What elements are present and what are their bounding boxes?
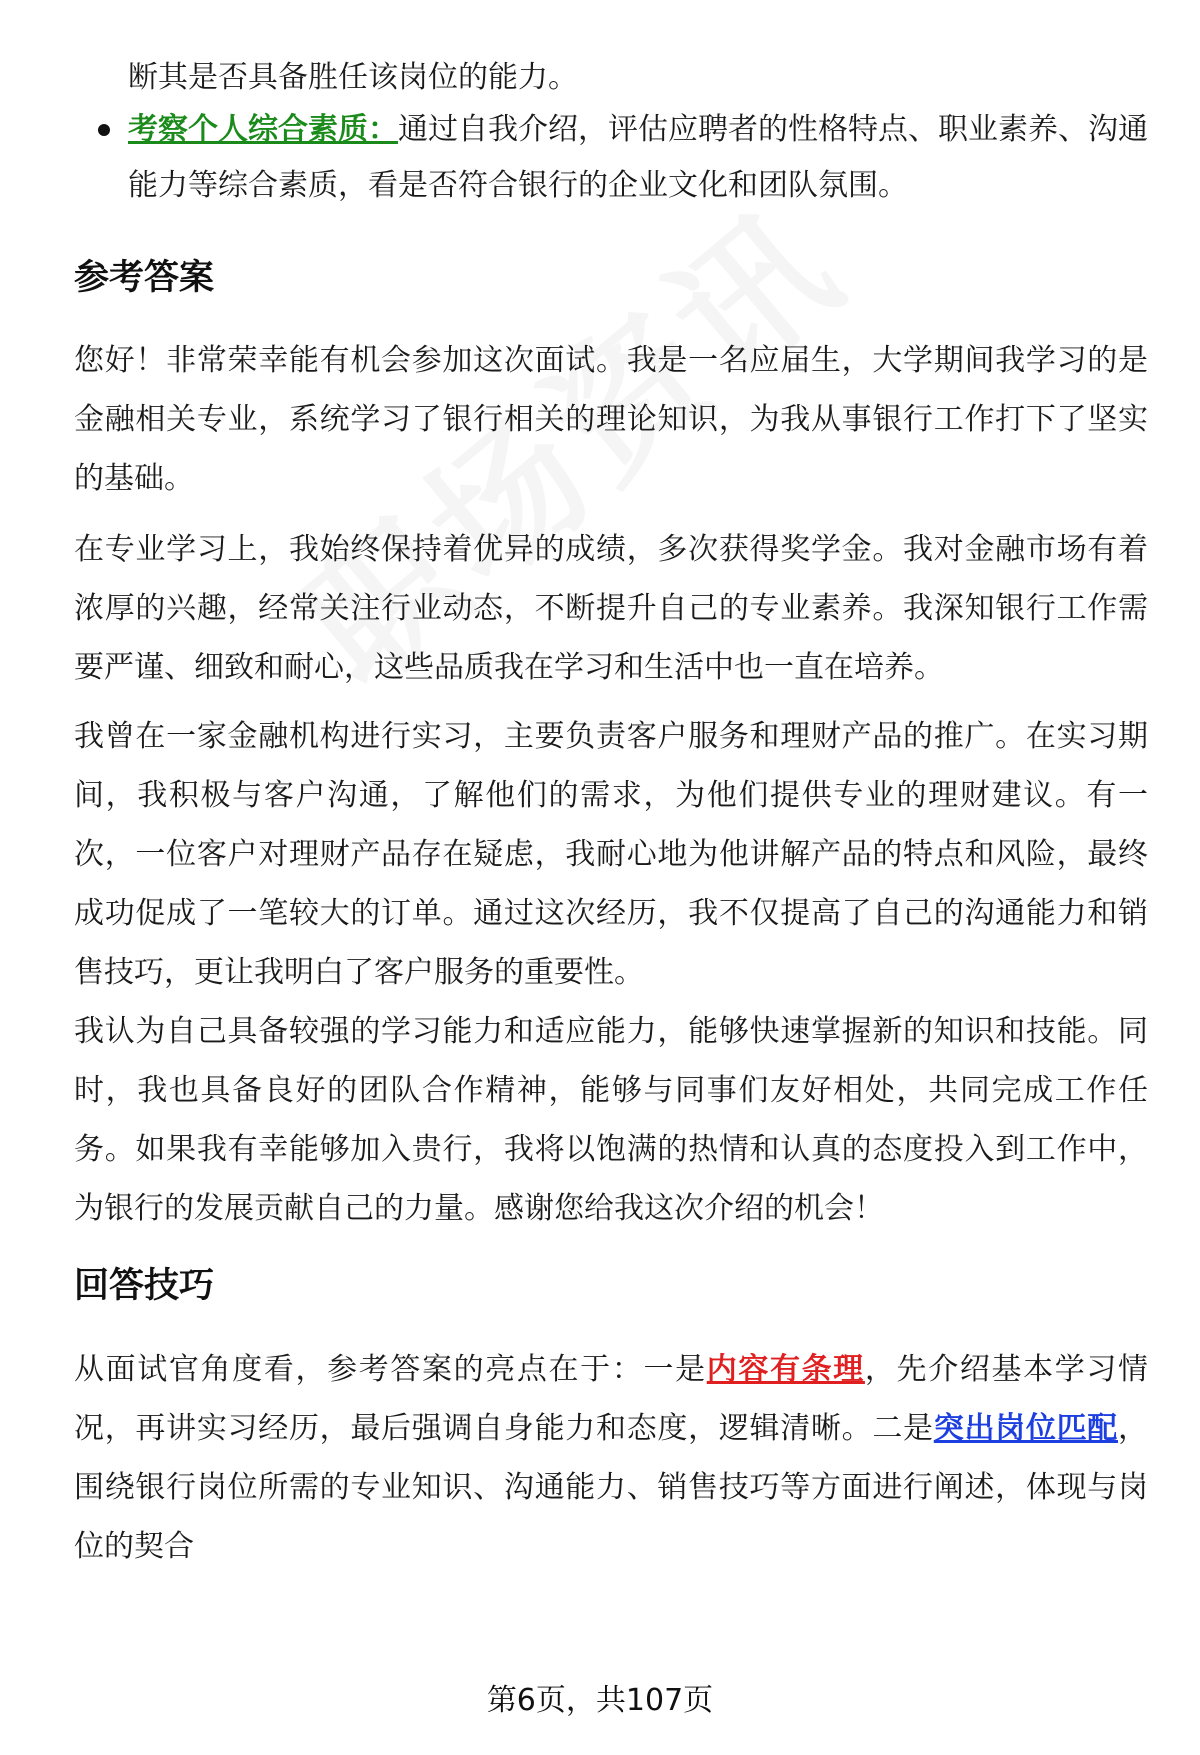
section-title-reference-answer: 参考答案 [74,258,215,298]
tips-key-point-1: 内容有条理 [706,1352,865,1387]
tips-text-end: ，围绕银行岗位所需的专业知识、沟通能力、销售技巧等方面进行阐述，体现与岗位的契合 [74,1411,1149,1564]
tips-text-intro: 从面试官角度看，参考答案的亮点在于：一是 [74,1352,707,1387]
answer-paragraph-2: 在专业学习上，我始终保持着优异的成绩，多次获得奖学金。我对金融市场有着浓厚的兴趣，经常关注行业动态，不断提升自己的专业素养。我深知银行工作需要严谨、细致和耐心，这些品质我在学习和生活中也一直在培养。 [74,532,1148,685]
tips-text-mid: ，先介绍基本学习情况，再讲实习经历，最后强调自身能力和态度，逻辑清晰。二是 [74,1352,1149,1446]
bullet-continuation: 断其是否具备胜任该岗位的能力。 [128,60,578,95]
answer-paragraph-3: 我曾在一家金融机构进行实习，主要负责客户服务和理财产品的推广。在实习期间，我积极与客户沟通，了解他们的需求，为他们提供专业的理财建议。有一次，一位客户对理财产品存在疑虑，我耐心地为他讲解产品的特点和风险，最终成功促成了一笔较大的订单。通过这次经历，我不仅提高了自己的沟通能力和销售技巧，更让我明白了客户服务的重要性。 [74,719,1148,990]
tips-paragraph [74,1340,1148,1576]
answer-paragraph-4: 我认为自己具备较强的学习能力和适应能力，能够快速掌握新的知识和技能。同时，我也具备良好的团队合作精神，能够与同事们友好相处，共同完成工作任务。如果我有幸能够加入贵行，我将以饱满的热情和认真的态度投入到工作中，为银行的发展贡献自己的力量。感谢您给我这次介绍的机会！ [74,1014,1148,1226]
tips-key-point-2: 突出岗位匹配 [933,1411,1119,1446]
bullet-item-text: 通过自我介绍，评估应聘者的性格特点、职业素养、沟通 [398,112,1148,147]
bullet-item [128,100,1148,160]
bullet-item-text-line2: 能力等综合素质，看是否符合银行的企业文化和团队氛围。 [128,168,908,203]
answer-paragraph-1: 您好！非常荣幸能有机会参加这次面试。我是一名应届生，大学期间我学习的是金融相关专业，系统学习了银行相关的理论知识，为我从事银行工作打下了坚实的基础。 [74,343,1148,496]
bullet-dot-icon [98,124,110,136]
page-number: 第6页，共107页 [486,1683,714,1718]
bullet-item-label: 考察个人综合素质： [128,112,398,147]
section-title-answer-tips: 回答技巧 [74,1266,215,1306]
